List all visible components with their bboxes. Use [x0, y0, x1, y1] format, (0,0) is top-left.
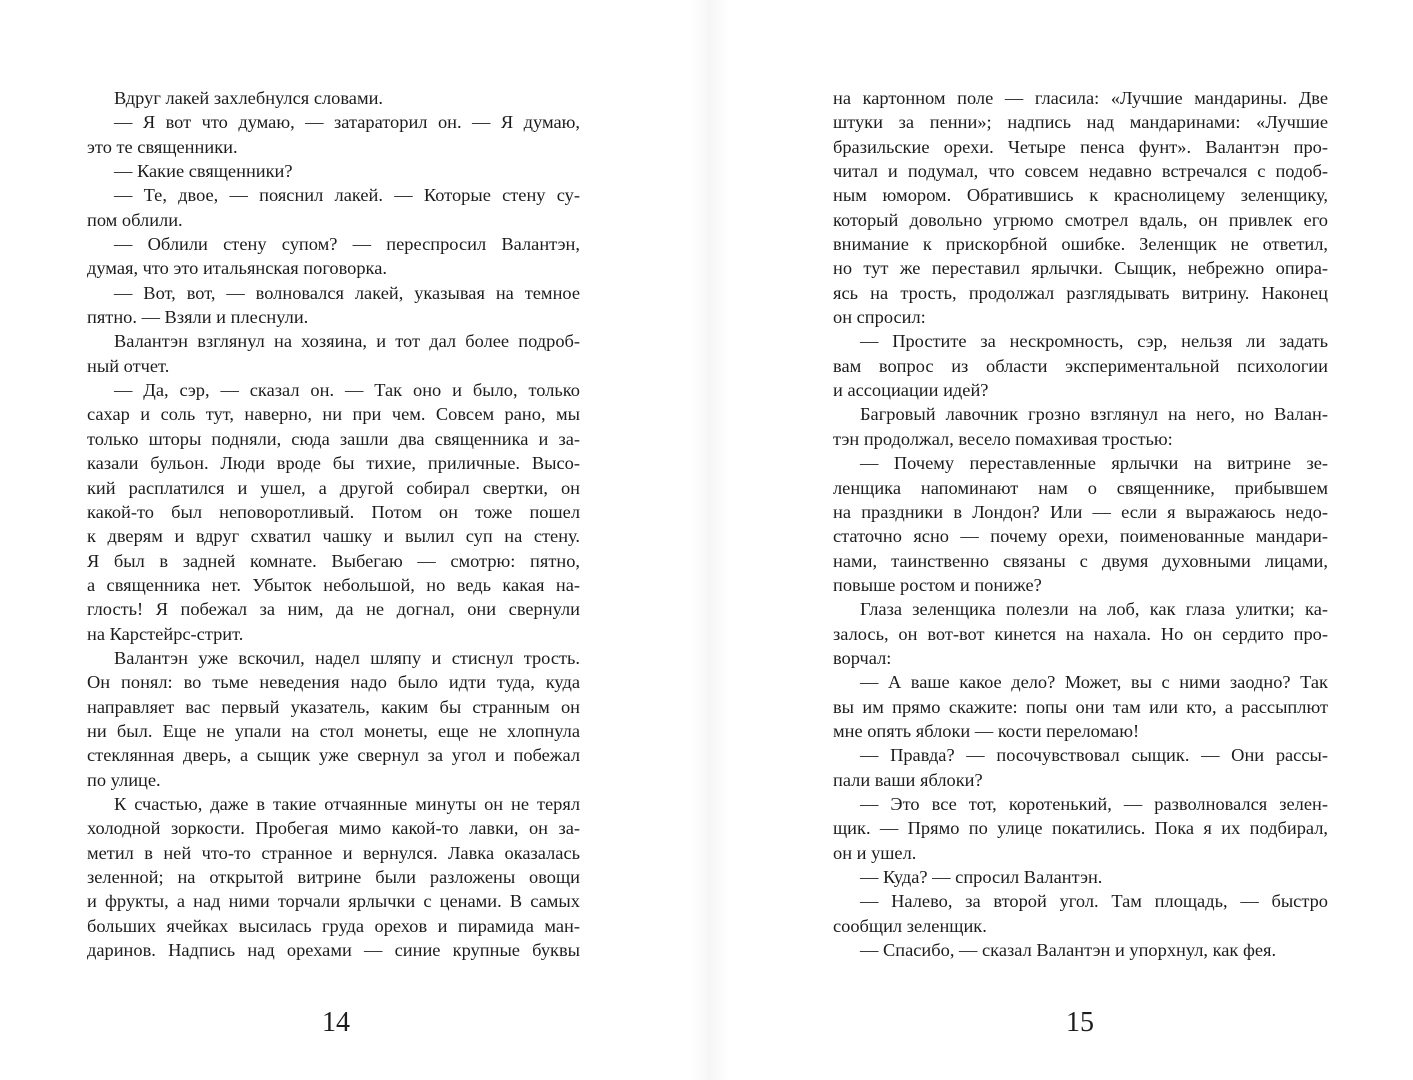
text-line: и ассоциации идей?	[833, 380, 989, 401]
text-line: сахар и соль тут, наверно, ни при чем. Совсем рано, мы	[87, 404, 580, 425]
text-line: метил в ней что-то странное и вернулся. Лавка оказалась	[87, 842, 580, 863]
text-line: читал и подумал, что совсем недавно встречался с подоб-	[833, 161, 1328, 182]
text-line: мне опять яблоки — кости переломаю!	[833, 720, 1140, 741]
text-line: — Правда? — посочувствовал сыщик. — Они рассы-	[860, 745, 1328, 766]
text-line: — Облили стену супом? — переспросил Валантэн,	[114, 234, 580, 255]
text-line: внимание к прискорбной ошибке. Зеленщик не ответил,	[833, 234, 1328, 255]
text-line: глость! Я побежал за ним, да не догнал, они свернули	[87, 599, 580, 620]
text-line: по улице.	[87, 769, 161, 790]
text-line: ни был. Еще не упали на стол монеты, еще не хлопнула	[87, 720, 580, 741]
text-line: бразильские орехи. Четыре пенса фунт». Валантэн про-	[833, 136, 1328, 157]
text-line: пом облили.	[87, 209, 183, 230]
text-line: залось, он вот-вот кинется на нахала. Но он сердито про-	[833, 623, 1328, 644]
text-line: сообщил зеленщик.	[833, 915, 987, 936]
text-line: — Да, сэр, — сказал он. — Так оно и было, только	[114, 380, 580, 401]
text-line: на Карстейрс-стрит.	[87, 623, 244, 644]
right-page-number: 15	[1066, 1007, 1094, 1038]
text-line: вы им прямо скажите: попы они там или кто, а рассыплют	[833, 696, 1328, 717]
text-line: Глаза зеленщика полезли на лоб, как глаза улитки; ка-	[860, 599, 1328, 620]
text-line: — Налево, за второй угол. Там площадь, — быстро	[860, 891, 1328, 912]
text-line: но тут же переставил ярлычки. Сыщик, небрежно опира-	[833, 258, 1328, 279]
text-line: Багровый лавочник грозно взглянул на него, но Валан-	[860, 404, 1328, 425]
text-line: ворчал:	[833, 647, 892, 668]
text-line: пали ваши яблоки?	[833, 769, 983, 790]
text-line: тэн продолжал, весело помахивая тростью:	[833, 428, 1173, 449]
text-line: нами, таинственно связаны с двумя духовными лицами,	[833, 550, 1328, 571]
right-page	[833, 86, 1328, 962]
text-line: Валантэн взглянул на хозяина, и тот дал более подроб-	[114, 331, 580, 352]
text-line: на праздники в Лондон? Или — если я выражаюсь недо-	[833, 501, 1328, 522]
text-line: — А ваше какое дело? Может, вы с ними заодно? Так	[860, 672, 1328, 693]
text-line: — Те, двое, — пояснил лакей. — Которые стену су-	[114, 185, 580, 206]
text-line: К счастью, даже в такие отчаянные минуты он не терял	[114, 793, 580, 814]
text-line: ленщика напоминают нам о священнике, прибывшем	[833, 477, 1328, 498]
text-line: — Куда? — спросил Валантэн.	[860, 867, 1103, 887]
text-line: ный отчет.	[87, 355, 170, 376]
text-line: казали бульон. Люди вроде бы тихие, приличные. Высо-	[87, 453, 580, 474]
text-line: а священника нет. Убыток небольшой, но ведь какая на-	[87, 574, 580, 595]
text-line: ным юмором. Обратившись к краснолицему зеленщику,	[833, 185, 1328, 206]
text-line: кий расплатился и ушел, а другой собирал свертки, он	[87, 477, 580, 498]
text-line: штуки за пенни»; надпись над мандаринами: «Лучшие	[833, 112, 1328, 133]
text-line: повыше ростом и пониже?	[833, 574, 1042, 595]
text-line: — Это все тот, коротенький, — разволновался зелен-	[860, 793, 1328, 814]
text-line: на картонном поле — гласила: «Лучшие мандарины. Две	[833, 88, 1328, 108]
text-line: вам вопрос из области экспериментальной психологии	[833, 355, 1328, 376]
text-line: он и ушел.	[833, 842, 917, 863]
text-line: думая, что это итальянская поговорка.	[87, 258, 387, 279]
text-line: — Вот, вот, — волновался лакей, указывая на темное	[114, 282, 580, 303]
left-page-text	[87, 86, 580, 962]
text-line: который довольно угрюмо смотрел вдаль, он привлек его	[833, 209, 1328, 230]
text-line: к дверям и вдруг схватил чашку и вылил суп на стену.	[87, 526, 580, 547]
text-line: зеленной; на открытой витрине были разложены овощи	[87, 867, 580, 887]
text-line: — Почему переставленные ярлычки на витрине зе-	[860, 453, 1328, 474]
text-line: Я был в задней комнате. Выбегаю — смотрю: пятно,	[87, 550, 580, 571]
left-page-number: 14	[322, 1007, 350, 1038]
text-line: — Я вот что думаю, — затараторил он. — Я думаю,	[114, 112, 580, 133]
text-line: — Какие священники?	[114, 161, 293, 182]
text-line: ясь на трость, продолжал разглядывать витрину. Наконец	[833, 282, 1328, 303]
text-line: Он понял: во тьме неведения надо было идти туда, куда	[87, 672, 580, 693]
text-line: Вдруг лакей захлебнулся словами.	[114, 88, 384, 108]
left-page	[87, 86, 580, 962]
text-line: холодной зоркости. Пробегая мимо какой-то лавки, он за-	[87, 818, 580, 839]
text-line: статочно ясно — почему орехи, поименованные мандари-	[833, 526, 1328, 547]
text-line: он спросил:	[833, 307, 926, 328]
text-line: какой-то был неповоротливый. Потом он тоже пошел	[87, 501, 580, 522]
text-line: Валантэн уже вскочил, надел шляпу и стиснул трость.	[114, 647, 580, 668]
book-gutter-shadow	[690, 0, 730, 1080]
text-line: — Спасибо, — сказал Валантэн и упорхнул, как фея.	[860, 940, 1277, 961]
text-line: и фрукты, а над ними торчали ярлычки с ценами. В самых	[87, 891, 580, 912]
text-line: только шторы подняли, сюда зашли два священника и за-	[87, 428, 580, 449]
text-line: больших ячейках высилась груда орехов и пирамида ман-	[87, 915, 580, 936]
text-line: — Простите за нескромность, сэр, нельзя ли задать	[860, 331, 1328, 352]
text-line: пятно. — Взяли и плеснули.	[87, 307, 309, 328]
text-line: щик. — Прямо по улице покатились. Пока я их подбирал,	[833, 818, 1328, 839]
text-line: стеклянная дверь, а сыщик уже свернул за угол и побежал	[87, 745, 580, 766]
text-line: даринов. Надпись над орехами — синие крупные буквы	[87, 940, 580, 961]
text-line: это те священники.	[87, 136, 238, 157]
text-line: направляет вас первый указатель, каким бы странным он	[87, 696, 580, 717]
right-page-text	[833, 86, 1328, 962]
